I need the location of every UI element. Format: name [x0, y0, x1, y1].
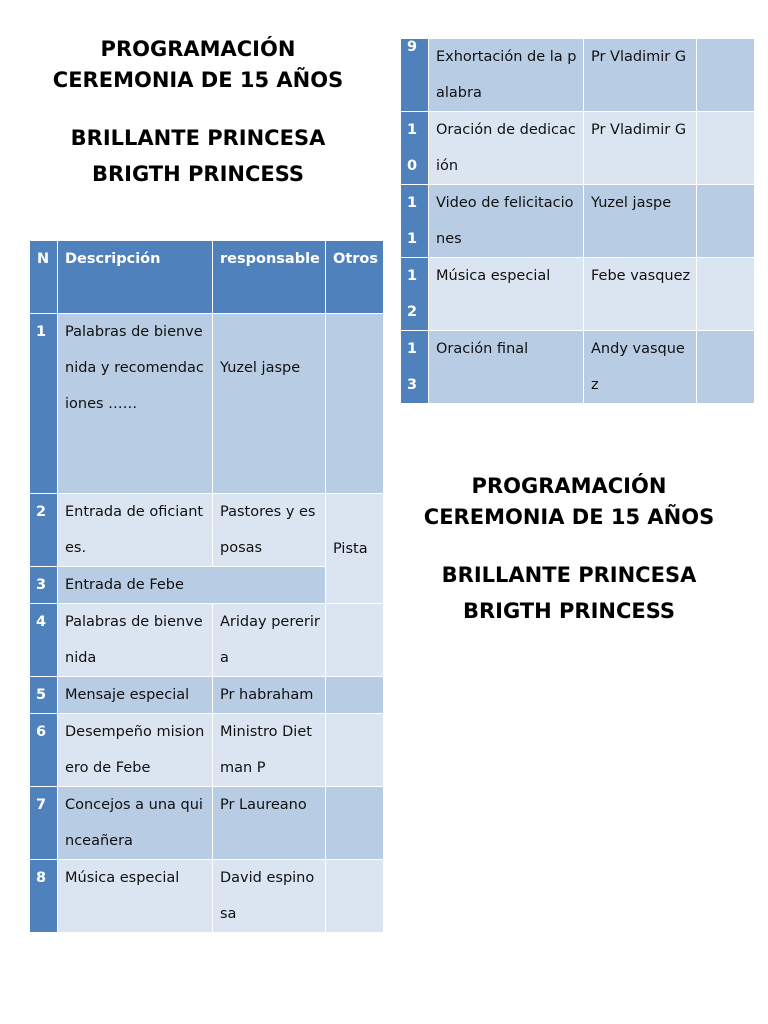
row-responsible: Pastores y esposas [213, 494, 326, 567]
row-number: 3 [30, 567, 58, 604]
row-description: Entrada de oficiantes. [58, 494, 213, 567]
row-responsible: Ariday pererira [213, 604, 326, 677]
row-number: 7 [30, 787, 58, 860]
table-header-row [30, 241, 384, 314]
row-description: Video de felicitaciones [429, 185, 584, 258]
title-brigth-princess: BRIGTH PRINCESS [91, 162, 305, 186]
program-title-left [28, 34, 368, 190]
row-others [326, 604, 384, 677]
table-row [30, 314, 384, 494]
row-responsible: Andy vasquez [584, 331, 697, 404]
row-responsible: Pr Vladimir G [584, 112, 697, 185]
row-responsible: Pr habraham [213, 677, 326, 714]
row-description: Oración final [429, 331, 584, 404]
row-description: Exhortación de la palabra [429, 39, 584, 112]
title-brillante-princesa: BRILLANTE PRINCESA [441, 563, 697, 587]
row-description: Música especial [429, 258, 584, 331]
table-row [401, 39, 755, 112]
row-number: 6 [30, 714, 58, 787]
row-others [697, 331, 755, 404]
header-num: N [30, 241, 58, 314]
row-responsible: Pr Laureano [213, 787, 326, 860]
row-description: Oración de dedicación [429, 112, 584, 185]
row-others [326, 714, 384, 787]
table-row [401, 185, 755, 258]
row-description: Concejos a una quinceañera [58, 787, 213, 860]
row-others [326, 860, 384, 933]
row-number: 5 [30, 677, 58, 714]
table-row [30, 604, 384, 677]
header-others: Otros [326, 241, 384, 314]
table-row [401, 258, 755, 331]
row-description: Música especial [58, 860, 213, 933]
row-responsible: Febe vasquez [584, 258, 697, 331]
program-title-right [399, 471, 739, 627]
row-description: Entrada de Febe [58, 567, 326, 604]
table-row [30, 677, 384, 714]
row-number: 2 [30, 494, 58, 567]
program-table-part1 [29, 240, 384, 933]
row-description: Mensaje especial [58, 677, 213, 714]
row-number: 13 [401, 331, 429, 404]
row-number: 10 [401, 112, 429, 185]
row-responsible: Ministro Dietman P [213, 714, 326, 787]
table-row [30, 494, 384, 567]
title-brillante-princesa: BRILLANTE PRINCESA [70, 126, 326, 150]
table-row [401, 331, 755, 404]
title-brigth-princess: BRIGTH PRINCESS [462, 599, 676, 623]
table-row [30, 860, 384, 933]
row-description: Desempeño misionero de Febe [58, 714, 213, 787]
row-number: 1 [30, 314, 58, 494]
row-responsible: Yuzel jaspe [213, 314, 326, 494]
row-others [326, 787, 384, 860]
row-number: 9 [401, 39, 429, 112]
title-ceremonia: CEREMONIA DE 15 AÑOS [52, 68, 344, 92]
title-programacion: PROGRAMACIÓN [100, 37, 296, 61]
row-description: Palabras de bienvenida [58, 604, 213, 677]
header-responsible: responsable [213, 241, 326, 314]
table-row [30, 714, 384, 787]
header-description: Descripción [58, 241, 213, 314]
row-others: Pista [326, 494, 384, 604]
title-ceremonia: CEREMONIA DE 15 AÑOS [423, 505, 715, 529]
row-responsible: David espinosa [213, 860, 326, 933]
table-row [30, 787, 384, 860]
row-others [697, 112, 755, 185]
program-table-part2 [400, 38, 755, 404]
title-programacion: PROGRAMACIÓN [471, 474, 667, 498]
row-others [697, 258, 755, 331]
row-responsible: Pr Vladimir G [584, 39, 697, 112]
row-description: Palabras de bienvenida y recomendaciones …… [58, 314, 213, 494]
row-responsible: Yuzel jaspe [584, 185, 697, 258]
row-number: 4 [30, 604, 58, 677]
row-others [697, 39, 755, 112]
row-others [326, 677, 384, 714]
row-number: 8 [30, 860, 58, 933]
row-number: 12 [401, 258, 429, 331]
row-others [697, 185, 755, 258]
row-number: 11 [401, 185, 429, 258]
row-others [326, 314, 384, 494]
table-row [401, 112, 755, 185]
